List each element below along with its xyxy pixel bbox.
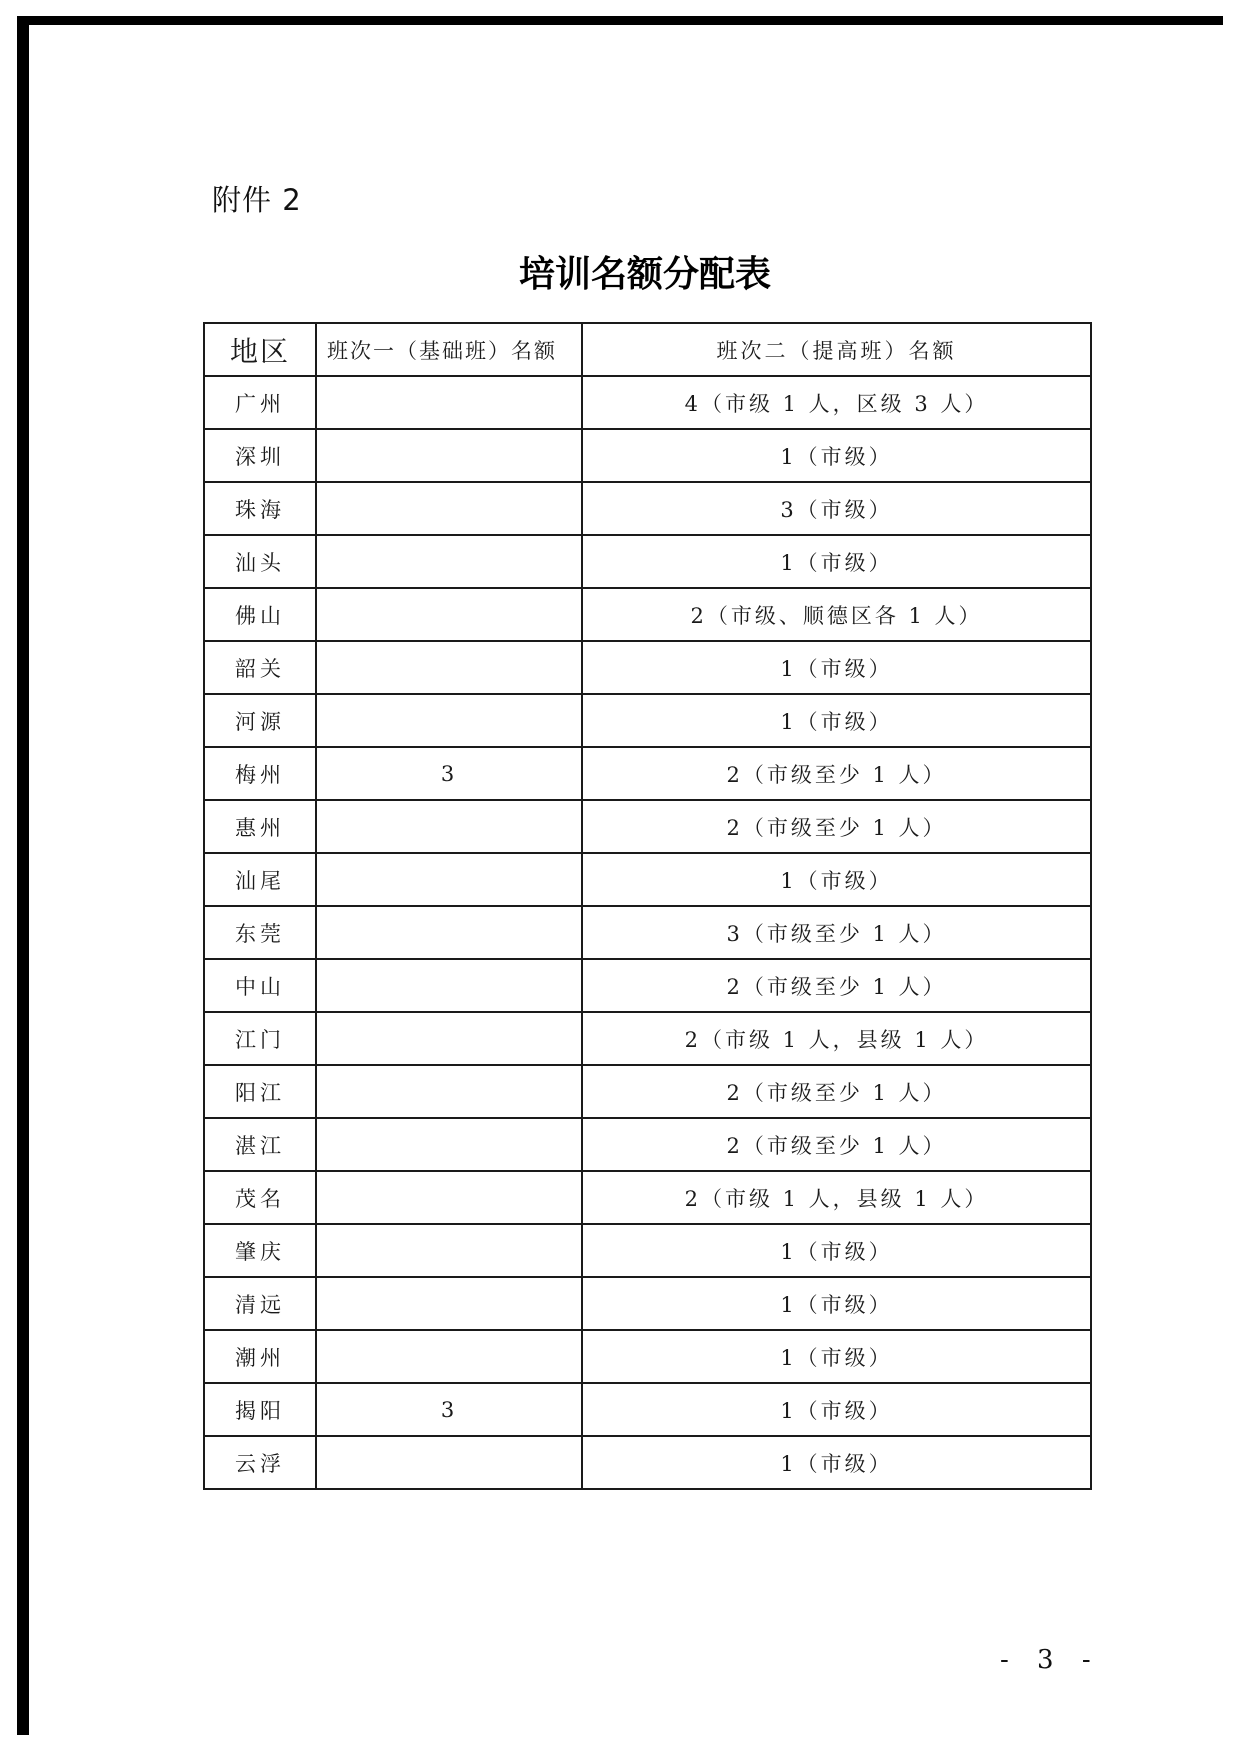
class1-quota-cell — [316, 1330, 582, 1383]
table-row — [204, 1436, 1091, 1489]
class1-quota-cell — [316, 535, 582, 588]
class1-quota-cell — [316, 800, 582, 853]
region-cell: 东莞 — [204, 906, 316, 959]
page-number: - 3 - — [1000, 1645, 1101, 1675]
region-cell: 汕头 — [204, 535, 316, 588]
table-row — [204, 906, 1091, 959]
attachment-label: 附件 2 — [212, 183, 302, 217]
class2-quota-cell: 2（市级 1 人，县级 1 人） — [582, 1012, 1091, 1065]
class2-quota-cell: 1（市级） — [582, 853, 1091, 906]
class1-quota-cell — [316, 1277, 582, 1330]
table-row — [204, 1012, 1091, 1065]
class1-quota-cell — [316, 1065, 582, 1118]
table-row — [204, 376, 1091, 429]
region-cell: 汕尾 — [204, 853, 316, 906]
class2-quota-cell: 1（市级） — [582, 429, 1091, 482]
table-row — [204, 1118, 1091, 1171]
quota-allocation-table — [203, 322, 1092, 1490]
class2-quota-cell: 1（市级） — [582, 1330, 1091, 1383]
class1-quota-cell: 3 — [316, 747, 582, 800]
header-class2-quota: 班次二（提高班）名额 — [582, 323, 1091, 376]
class2-quota-cell: 1（市级） — [582, 1383, 1091, 1436]
class1-quota-cell — [316, 1436, 582, 1489]
region-cell: 梅州 — [204, 747, 316, 800]
table-row — [204, 535, 1091, 588]
class2-quota-cell: 2（市级至少 1 人） — [582, 1065, 1091, 1118]
class2-quota-cell: 2（市级、顺德区各 1 人） — [582, 588, 1091, 641]
region-cell: 肇庆 — [204, 1224, 316, 1277]
table-row — [204, 1224, 1091, 1277]
class1-quota-cell — [316, 641, 582, 694]
table-row — [204, 694, 1091, 747]
table-row — [204, 800, 1091, 853]
table-row — [204, 1330, 1091, 1383]
region-cell: 阳江 — [204, 1065, 316, 1118]
table-row — [204, 1383, 1091, 1436]
class1-quota-cell — [316, 694, 582, 747]
class1-quota-cell — [316, 853, 582, 906]
region-cell: 广州 — [204, 376, 316, 429]
table-row — [204, 641, 1091, 694]
region-cell: 佛山 — [204, 588, 316, 641]
class2-quota-cell: 1（市级） — [582, 535, 1091, 588]
region-cell: 韶关 — [204, 641, 316, 694]
region-cell: 江门 — [204, 1012, 316, 1065]
table-row — [204, 429, 1091, 482]
class1-quota-cell — [316, 1224, 582, 1277]
table-row — [204, 853, 1091, 906]
class2-quota-cell: 2（市级至少 1 人） — [582, 800, 1091, 853]
class1-quota-cell — [316, 429, 582, 482]
class2-quota-cell: 1（市级） — [582, 1436, 1091, 1489]
table-row — [204, 482, 1091, 535]
class1-quota-cell — [316, 1171, 582, 1224]
region-cell: 中山 — [204, 959, 316, 1012]
class1-quota-cell — [316, 906, 582, 959]
header-region: 地区 — [204, 323, 316, 376]
class2-quota-cell: 4（市级 1 人，区级 3 人） — [582, 376, 1091, 429]
class2-quota-cell: 1（市级） — [582, 694, 1091, 747]
class1-quota-cell — [316, 959, 582, 1012]
region-cell: 湛江 — [204, 1118, 316, 1171]
table-row — [204, 747, 1091, 800]
table-row — [204, 1065, 1091, 1118]
table-row — [204, 588, 1091, 641]
table-row — [204, 959, 1091, 1012]
class2-quota-cell: 2（市级至少 1 人） — [582, 1118, 1091, 1171]
class1-quota-cell: 3 — [316, 1383, 582, 1436]
class2-quota-cell: 3（市级） — [582, 482, 1091, 535]
header-class1-quota: 班次一（基础班）名额 — [316, 323, 582, 376]
region-cell: 揭阳 — [204, 1383, 316, 1436]
class1-quota-cell — [316, 1118, 582, 1171]
class2-quota-cell: 3（市级至少 1 人） — [582, 906, 1091, 959]
class2-quota-cell: 2（市级至少 1 人） — [582, 747, 1091, 800]
class2-quota-cell: 2（市级 1 人，县级 1 人） — [582, 1171, 1091, 1224]
region-cell: 云浮 — [204, 1436, 316, 1489]
region-cell: 惠州 — [204, 800, 316, 853]
scan-border-top — [17, 16, 1223, 25]
region-cell: 珠海 — [204, 482, 316, 535]
class2-quota-cell: 1（市级） — [582, 1277, 1091, 1330]
page-title: 培训名额分配表 — [518, 253, 771, 295]
table-row — [204, 1277, 1091, 1330]
region-cell: 河源 — [204, 694, 316, 747]
class2-quota-cell: 1（市级） — [582, 1224, 1091, 1277]
region-cell: 深圳 — [204, 429, 316, 482]
table-row — [204, 1171, 1091, 1224]
class1-quota-cell — [316, 482, 582, 535]
class2-quota-cell: 1（市级） — [582, 641, 1091, 694]
region-cell: 清远 — [204, 1277, 316, 1330]
class2-quota-cell: 2（市级至少 1 人） — [582, 959, 1091, 1012]
class1-quota-cell — [316, 376, 582, 429]
class1-quota-cell — [316, 588, 582, 641]
class1-quota-cell — [316, 1012, 582, 1065]
region-cell: 潮州 — [204, 1330, 316, 1383]
table-header-row — [204, 323, 1091, 376]
region-cell: 茂名 — [204, 1171, 316, 1224]
